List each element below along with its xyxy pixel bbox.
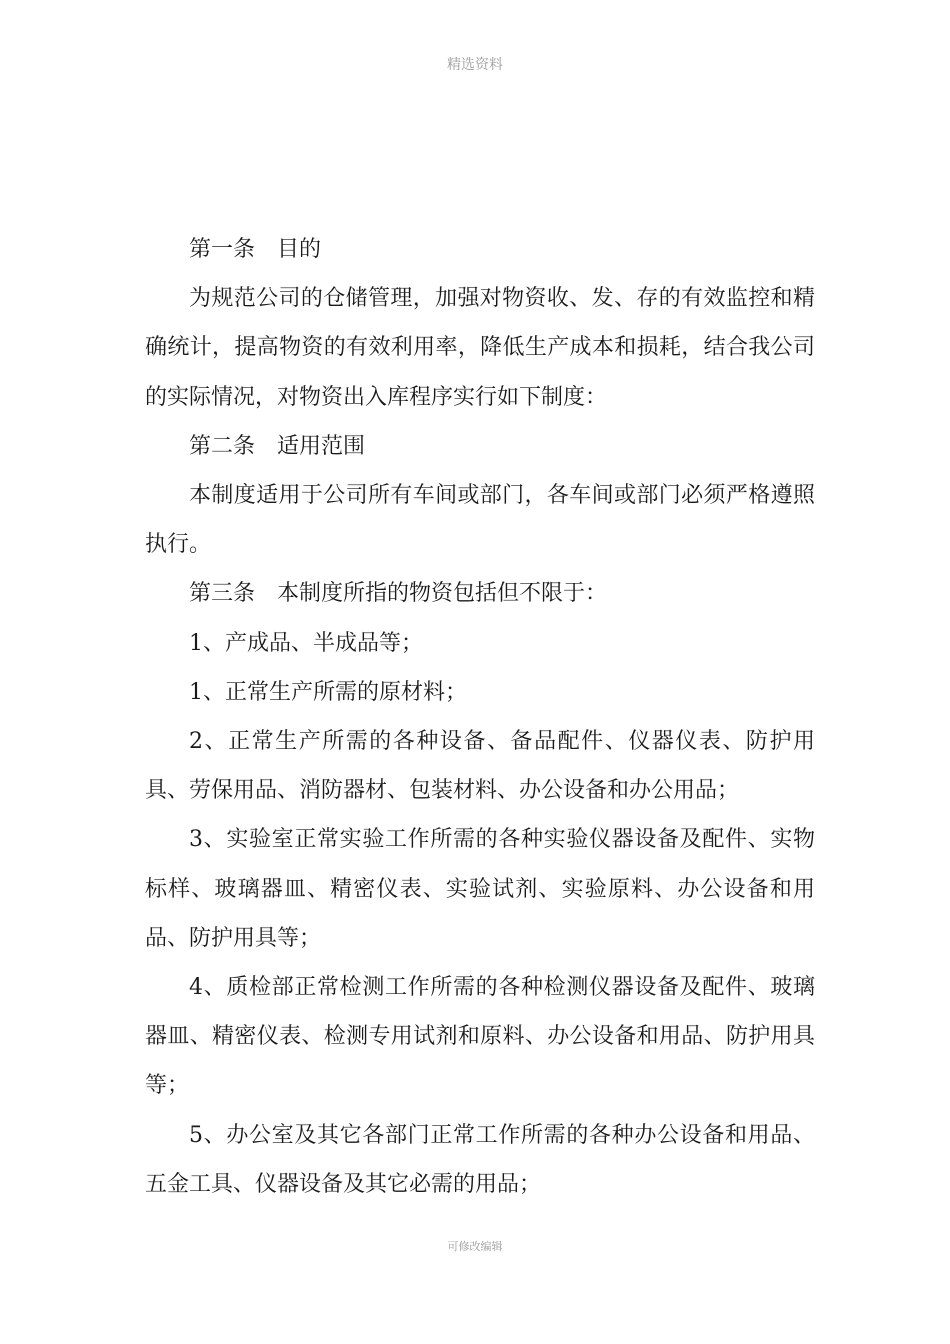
article-1-heading xyxy=(145,225,815,274)
article-3-heading xyxy=(145,569,815,618)
list-item: 2、正常生产所需的各种设备、备品配件、仪器仪表、防护用具、劳保用品、消防器材、包装材料、办公设备和办公用品； xyxy=(145,729,815,804)
list-item: 3、实验室正常实验工作所需的各种实验仪器设备及配件、实物标样、玻璃器皿、精密仪表、实验试剂、实验原料、办公设备和用品、防护用具等； xyxy=(145,827,815,951)
article-1-title: 目的 xyxy=(277,237,322,262)
article-1-body: 为规范公司的仓储管理，加强对物资收、发、存的有效监控和精确统计，提高物资的有效利用率，降低生产成本和损耗，结合我公司的实际情况，对物资出入库程序实行如下制度： xyxy=(145,286,815,410)
article-3-number: 第三条 xyxy=(189,581,256,607)
page-footer: 可修改编辑 xyxy=(447,1240,503,1253)
article-2-title: 适用范围 xyxy=(277,433,366,459)
article-2-heading xyxy=(145,422,815,471)
list-item: 1、产成品、半成品等； xyxy=(189,630,423,656)
article-1-number: 第一条 xyxy=(189,237,256,262)
article-2-body: 本制度适用于公司所有车间或部门，各车间或部门必须严格遵照执行。 xyxy=(145,483,815,558)
document-body xyxy=(145,225,815,1209)
page-header: 精选资料 xyxy=(447,57,503,73)
list-item: 5、办公室及其它各部门正常工作所需的各种办公设备和用品、五金工具、仪器设备及其它必需的用品； xyxy=(145,1122,815,1197)
article-2-number: 第二条 xyxy=(189,433,256,459)
list-item: 1、正常生产所需的原材料； xyxy=(189,679,467,705)
list-item: 4、质检部正常检测工作所需的各种检测仪器设备及配件、玻璃器皿、精密仪表、检测专用试剂和原料、办公设备和用品、防护用具等； xyxy=(145,975,815,1099)
article-3-title: 本制度所指的物资包括但不限于： xyxy=(277,581,608,607)
